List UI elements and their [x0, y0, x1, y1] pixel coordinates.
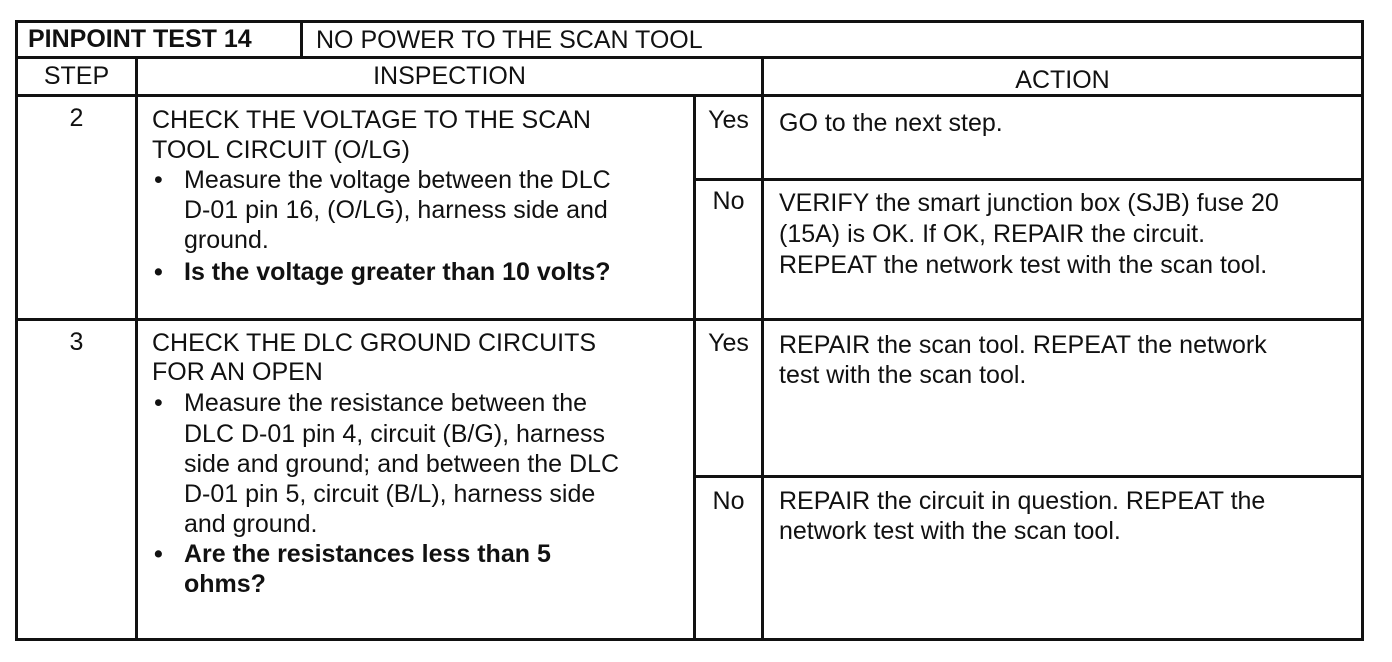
instruction-text: ground.	[184, 226, 269, 254]
instruction-text: D-01 pin 16, (O/LG), harness side and	[184, 196, 608, 224]
step2-row-bottom-line	[15, 318, 1364, 321]
instruction-text: D-01 pin 5, circuit (B/L), harness side	[184, 480, 596, 508]
no-label: No	[712, 487, 745, 515]
header-action: ACTION	[1015, 66, 1110, 94]
action-text: test with the scan tool.	[779, 361, 1027, 389]
instruction-text: Measure the resistance between the	[184, 389, 588, 417]
step-heading: FOR AN OPEN	[152, 358, 323, 386]
action-text: GO to the next step.	[779, 109, 1003, 137]
action-text: REPAIR the scan tool. REPEAT the network	[779, 331, 1267, 359]
bullet-icon: •	[154, 540, 163, 568]
title-divider	[300, 20, 303, 59]
test-label: PINPOINT TEST 14	[28, 25, 252, 53]
step-heading: TOOL CIRCUIT (O/LG)	[152, 136, 410, 164]
question-text: ohms?	[184, 570, 266, 598]
bullet-icon: •	[154, 166, 163, 194]
instruction-text: Measure the voltage between the DLC	[184, 166, 611, 194]
instruction-text: and ground.	[184, 510, 318, 538]
header-step: STEP	[43, 62, 110, 90]
test-title: NO POWER TO THE SCAN TOOL	[316, 26, 703, 54]
question-text: Are the resistances less than 5	[184, 540, 551, 568]
action-text: VERIFY the smart junction box (SJB) fuse 20	[779, 189, 1279, 217]
step-heading: CHECK THE DLC GROUND CIRCUITS	[152, 329, 597, 357]
step2-yes-no-divider	[693, 178, 1364, 181]
action-text: REPEAT the network test with the scan tool.	[779, 251, 1268, 279]
header-inspection: INSPECTION	[373, 62, 526, 90]
step-number: 2	[69, 104, 84, 132]
yes-label: Yes	[708, 329, 749, 357]
no-label: No	[712, 187, 745, 215]
action-text: network test with the scan tool.	[779, 517, 1121, 545]
bullet-icon: •	[154, 258, 163, 286]
step3-yes-no-divider	[693, 475, 1364, 478]
bullet-icon: •	[154, 389, 163, 417]
table-border-right	[1361, 20, 1364, 641]
action-column-divider	[761, 56, 764, 641]
title-row-bottom-line	[15, 56, 1364, 59]
action-text: (15A) is OK. If OK, REPAIR the circuit.	[779, 220, 1206, 248]
step-number: 3	[69, 328, 84, 356]
question-text: Is the voltage greater than 10 volts?	[184, 258, 611, 286]
table-border-top	[15, 20, 1364, 23]
action-text: REPAIR the circuit in question. REPEAT the	[779, 487, 1266, 515]
step-heading: CHECK THE VOLTAGE TO THE SCAN	[152, 106, 591, 134]
instruction-text: DLC D-01 pin 4, circuit (B/G), harness	[184, 420, 605, 448]
instruction-text: side and ground; and between the DLC	[184, 450, 620, 478]
yes-no-column-divider	[693, 94, 696, 641]
yes-label: Yes	[708, 106, 749, 134]
table-border-bottom	[15, 638, 1364, 641]
